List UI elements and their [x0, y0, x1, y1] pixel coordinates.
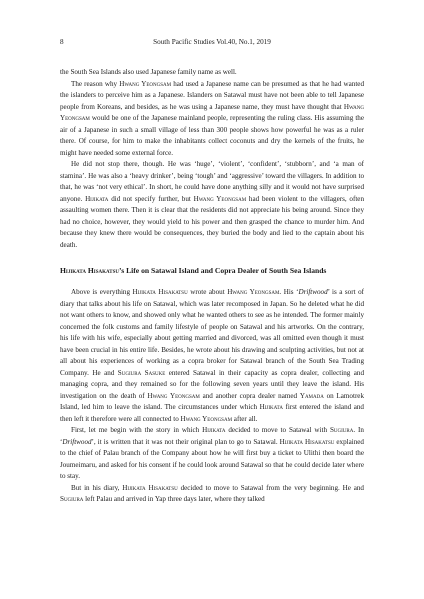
- page-header: [60, 36, 364, 48]
- paragraph: [60, 287, 364, 425]
- person-name: Hijikata: [259, 403, 283, 411]
- body-text: [60, 67, 364, 506]
- text-run: ’s Life on Satawal Island and Copra Dealer of South Sea Islands: [119, 266, 327, 275]
- text-run: Above is everything: [71, 288, 133, 296]
- text-run: had been violent to the villagers, often assaulting women there. Then it is clear that the residents did not appreciate his being around. Since they had no choice, however, they would yield to his power and then grasped the chance to murder him. And because they knew there would be consequences, they buried the body and lied to the captain about his death.: [60, 194, 364, 249]
- paragraph: [60, 67, 364, 79]
- text-run: ’ is a sort of diary that talks about his life on Satawal, which was later recomposed in Japan. So he deleted what he did not want others to know, and showed only what he wanted others to see as he intended. The former mainly concerned the folk customs and family lifestyle of people on Satawal and his artworks. On the contrary, his life with his wife, especially about getting married and divorced, was all omitted even though it must have been crucial in his entire life. Besides, he wrote about his drawing and sculpting activities, but not at all about his experiences of working as a copra broker for Satawal branch of the South Sea Trading Company. He and: [60, 288, 364, 377]
- text-run: first entered the island and then left it therefore were all connected to: [60, 403, 364, 423]
- text-run: ’, it is written that it was not their original plan to go to Satawal.: [91, 437, 280, 446]
- page-number: 8: [60, 38, 64, 46]
- italic-title: Driftwood: [298, 288, 328, 296]
- person-name: Hwang Yeongsam: [60, 102, 364, 122]
- person-name: Yamada: [299, 391, 324, 400]
- person-name: Hwang Yeongsam: [147, 391, 200, 400]
- person-name: Hijikata Hisakatsu: [60, 266, 119, 275]
- person-name: Hwang Yeongsam: [193, 194, 247, 203]
- text-run: entered Satawal in their capacity as copra dealer, collecting and managing copra, and they remained so for the following seven years until they leave the island. His investigation on the death of: [60, 368, 365, 400]
- person-name: Hijikata Hisakatsu: [132, 288, 188, 296]
- person-name: Sugiura: [329, 426, 354, 434]
- text-run: decided to move to Satawal with: [225, 426, 330, 434]
- paragraph: [60, 159, 364, 251]
- person-name: Hwang Yeongsam: [119, 79, 172, 88]
- text-run: and another copra dealer named: [199, 391, 300, 400]
- text-run: . His ‘: [279, 288, 299, 296]
- person-name: Sugiura Sasuke: [117, 368, 166, 377]
- person-name: Hijikata Hisakatsu: [279, 437, 335, 446]
- italic-title: Driftwood: [62, 437, 92, 446]
- text-run: left Palau and arrived in Yap three days later, where they talked: [83, 495, 265, 503]
- text-run: had used a Japanese name can be presumed as that he had wanted the islanders to perceive him as a Japanese. Islanders on Satawal must have not been able to tell Japanese people from Koreans, and besides, as he was using a Japanese name, they must have thought that: [60, 79, 364, 111]
- text-run: on Lamotrek Island, led him to leave the island. The circumstances under which: [60, 391, 364, 411]
- text-run: the South Sea Islands also used Japanese family name as well.: [60, 68, 237, 76]
- paragraphs-before-heading: [60, 67, 364, 251]
- text-run: . In ‘: [60, 426, 364, 446]
- text-run: The reason why: [71, 79, 120, 88]
- person-name: Hwang Yeongsam: [227, 288, 280, 296]
- text-run: He did not stop there, though. He was ‘huge’, ‘violent’, ‘confident’, ‘stubborn’, and ‘a man of stamina’. He was also a ‘heavy drinker’, being ‘tough’ and ‘aggressive’ toward the villagers. In addition to that, he was ‘not very ethical’. In short, he could have done anything silly and it would not have surprised anyone.: [60, 160, 364, 203]
- person-name: Hijikata Hisakatsu: [122, 483, 178, 492]
- paragraph: [60, 425, 364, 483]
- paragraph: [60, 79, 364, 160]
- text-run: explained to the chief of Palau branch of the Company about how he will first buy a ticket to Ulithi then board the Joumeimaru, and asked for his consent if he could look around Satawal so that he could decide later where to stay.: [60, 437, 364, 480]
- text-run: wrote about: [187, 288, 228, 296]
- text-run: First, let me begin with the story in which: [71, 426, 203, 434]
- running-head: South Pacific Studies Vol.40, No.1, 2019: [153, 38, 271, 46]
- text-run: But in his diary,: [71, 483, 123, 492]
- person-name: Hwang Yeongsam: [180, 414, 233, 423]
- text-run: would be one of the Japanese mainland people, representing the ruling class. His assuming the air of a Japanese in such a small village of less than 300 people shows how powerful he was as a ruler there. Of course, for him to make the inhabitants collect coconuts and dry the kernels of the fruits, he might have needed some external force.: [60, 114, 364, 157]
- text-run: after all.: [232, 414, 258, 423]
- section-heading: [60, 265, 364, 276]
- person-name: Sugiura: [60, 495, 84, 503]
- person-name: Hijikata: [85, 194, 109, 203]
- text-run: did not specify further, but: [108, 194, 194, 203]
- person-name: Hijikata: [202, 426, 226, 434]
- text-run: decided to move to Satawal from the very beginning. He and: [177, 483, 364, 492]
- paragraphs-after-heading: [60, 287, 364, 506]
- paragraph: [60, 483, 364, 506]
